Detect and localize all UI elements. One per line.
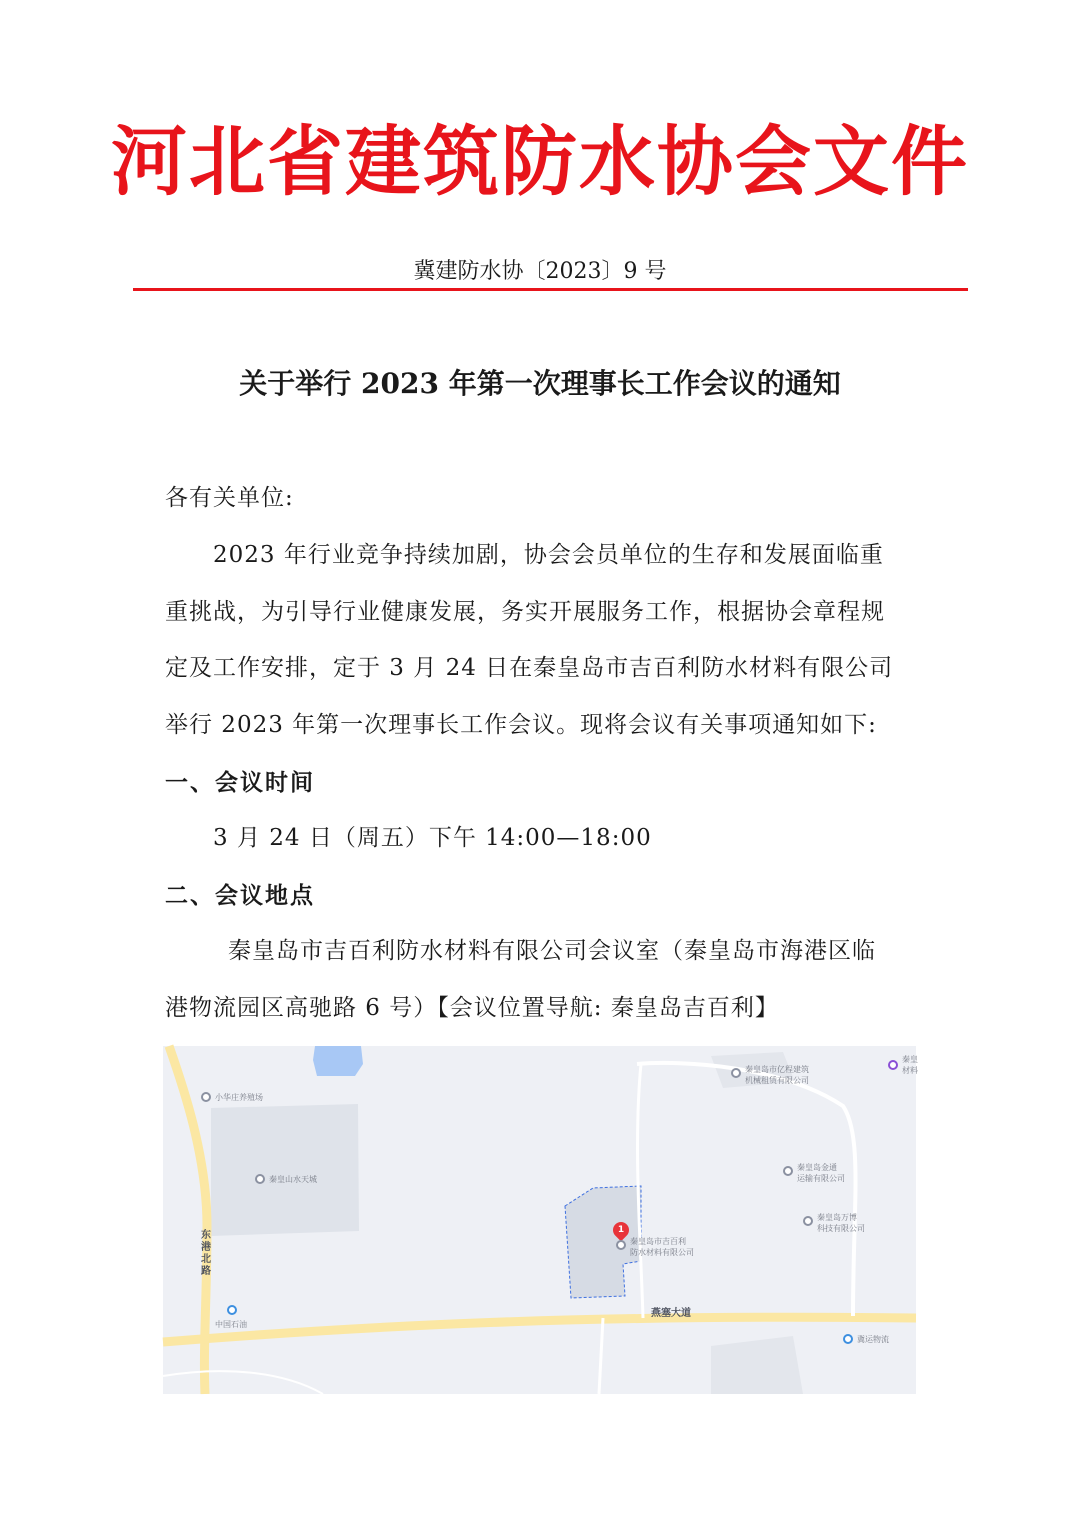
poi-icon xyxy=(803,1216,813,1226)
road-minor-east xyxy=(637,1063,856,1316)
map-label-dongang-road: 东港北路 xyxy=(201,1230,211,1277)
location-marker-number: 1 xyxy=(617,1225,625,1235)
intro-line-3: 定及工作安排，定于 3 月 24 日在秦皇岛市吉百利防水材料有限公司 xyxy=(165,655,894,681)
poi-icon xyxy=(783,1166,793,1176)
poi-icon xyxy=(843,1334,853,1344)
poi-icon xyxy=(255,1174,265,1184)
location-map[interactable] xyxy=(163,1046,916,1394)
location-line-1: 秦皇岛市吉百利防水材料有限公司会议室（秦皇岛市海港区临 xyxy=(228,938,876,964)
map-label-xiaohuazhuang: 小华庄养殖场 xyxy=(215,1093,263,1102)
poi-icon xyxy=(731,1068,741,1078)
intro-line-1: 2023 年行业竞争持续加剧，协会会员单位的生存和发展面临重 xyxy=(213,542,884,568)
location-line-2: 港物流园区高驰路 6 号）【会议位置导航: 秦皇岛吉百利】 xyxy=(165,995,779,1021)
road-yanse-avenue xyxy=(163,1317,916,1342)
map-label-yiyi-1: 秦皇岛市亿程建筑 xyxy=(745,1065,809,1074)
section-heading-time: 一、会议时间 xyxy=(165,770,315,796)
map-label-yiyi-2: 机械租赁有限公司 xyxy=(745,1076,809,1085)
residential-block xyxy=(211,1104,359,1236)
map-label-jinlian-2: 运输有限公司 xyxy=(797,1174,845,1183)
red-divider-line xyxy=(133,288,968,291)
salutation: 各有关单位: xyxy=(165,485,294,511)
map-label-sinopec: 中国石油 xyxy=(215,1320,247,1329)
poi-icon xyxy=(201,1092,211,1102)
meeting-time: 3 月 24 日（周五）下午 14:00—18:00 xyxy=(213,825,652,851)
intro-line-4: 举行 2023 年第一次理事长工作会议。现将会议有关事项通知如下: xyxy=(165,712,877,738)
map-label-corner-2: 材料 xyxy=(902,1066,918,1075)
org-header-title: 河北省建筑防水协会文件 xyxy=(111,117,969,206)
map-label-shuitiancheng: 秦皇山水天城 xyxy=(269,1175,317,1184)
target-poi-icon xyxy=(616,1240,626,1250)
water-body xyxy=(313,1046,363,1076)
map-label-wanbo-2: 科技有限公司 xyxy=(817,1224,865,1233)
document-number: 冀建防水协〔2023〕9 号 xyxy=(413,259,667,284)
map-label-yanse-road: 燕塞大道 xyxy=(651,1308,691,1319)
notice-title: 关于举行 2023 年第一次理事长工作会议的通知 xyxy=(239,367,841,400)
section-heading-location: 二、会议地点 xyxy=(165,883,315,909)
intro-line-2: 重挑战，为引导行业健康发展，务实开展服务工作，根据协会章程规 xyxy=(165,599,885,625)
map-label-jinlian-1: 秦皇岛金通 xyxy=(797,1163,837,1172)
block-bottom-right xyxy=(711,1336,803,1394)
gas-station-icon xyxy=(227,1305,237,1315)
map-label-target-1: 秦皇岛市吉百利 xyxy=(630,1237,686,1246)
map-label-wanbo-1: 秦皇岛万博 xyxy=(817,1213,857,1222)
map-label-logistics: 冀运物流 xyxy=(857,1335,889,1344)
location-pin-icon xyxy=(888,1060,898,1070)
road-minor-south xyxy=(599,1318,603,1394)
map-label-corner-1: 秦皇 xyxy=(902,1055,918,1064)
map-label-target-2: 防水材料有限公司 xyxy=(630,1248,694,1257)
road-minor-west xyxy=(163,1371,323,1394)
